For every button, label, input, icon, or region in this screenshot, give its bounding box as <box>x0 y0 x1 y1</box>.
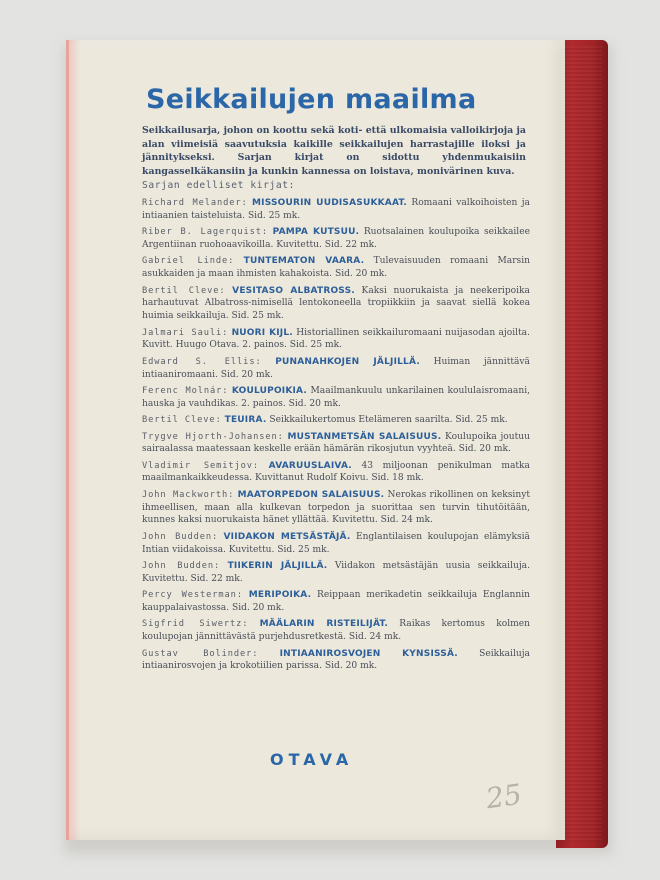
entry-title: MAATORPEDON SALAISUUS. <box>237 489 385 500</box>
entry-description: Raikas kertomus kolmen koulupojan jännittävästä purjehdusretkestä. Sid. 24 mk. <box>142 619 530 643</box>
entry-title: MÄÄLARIN RISTEILIJÄT. <box>259 619 389 630</box>
entry-description: Nerokas rikollinen on keksinyt ihmeellisen, maan alla kulkevan torpedon ja suorittaa sen turvin tihutöitään, kunnes kaksi nuorukaista hänet yllättää. Kuvitettu. Sid. 24 mk. <box>142 489 530 526</box>
entry-title: INTIAANIROSVOJEN KYNSISSÄ. <box>279 648 458 659</box>
series-intro: Seikkailusarja, johon on koottu sekä koti- että ulkomaisia valloikirjoja ja alan viimeisiä saavutuksia kaikille seikkailujen harrastajille iloksi ja jännitykseksi. Sarjan kirjat on sidottu yhdenmukaisiin kangasselkäkansiin ja kunkin kannessa on loistava, monivärinen kuva. <box>142 125 526 177</box>
book-entry <box>142 431 530 457</box>
book-list <box>142 197 530 677</box>
entry-author: Gabriel Linde: <box>142 256 235 267</box>
book-entry <box>142 255 530 281</box>
entry-title: VESITASO ALBATROSS. <box>232 285 355 296</box>
entry-description: Huiman jännittävä intiaaniromaani. Sid. 20 mk. <box>142 356 530 380</box>
entry-description: Englantilaisen koulupojan elämyksiä Intian viidakoissa. Kuvitettu. Sid. 25 mk. <box>142 531 530 555</box>
book-entry <box>142 531 530 557</box>
entry-title: NUORI KIJL. <box>231 327 293 338</box>
entry-author: Riber B. Lagerquist: <box>142 227 268 238</box>
cover-edge-tint <box>66 40 80 840</box>
book-entry <box>142 460 530 486</box>
entry-author: John Budden: <box>142 561 221 572</box>
entry-description: Ruotsalainen koulupoika seikkailee Argentiinan ruohoaavikoilla. Kuvitettu. Sid. 22 mk. <box>142 227 530 250</box>
entry-author: John Budden: <box>142 531 219 542</box>
book-entry <box>142 489 530 527</box>
book-entry <box>142 226 530 252</box>
entry-description: Historiallinen seikkailuromaani nuijasodan ajoilta. Kuvitt. Huugo Otava. 2. painos. Sid. 25 mk. <box>142 327 530 351</box>
entry-author: Ferenc Molnár: <box>142 385 229 396</box>
series-title: Seikkailujen maailma <box>146 84 477 115</box>
entry-author: Bertil Cleve: <box>142 285 226 296</box>
entry-author: Percy Westerman: <box>142 590 243 601</box>
entry-author: Vladimir Semitjov: <box>142 460 260 471</box>
entry-title: TEUIRA. <box>224 415 267 426</box>
entry-description: Viidakon metsästäjän uusia seikkailuja. Kuvitettu. Sid. 22 mk. <box>142 561 530 584</box>
entry-title: AVARUUSLAIVA. <box>268 460 352 471</box>
entry-description: Romaani valkoihoisten ja intiaanien taisteluista. Sid. 25 mk. <box>142 198 530 221</box>
entry-author: Gustav Bolinder: <box>142 648 259 659</box>
entry-description: 43 miljoonan penikulman matka maailmankaikkeudessa. Kuvittanut Rudolf Koivu. Sid. 18 mk. <box>142 460 530 484</box>
list-heading: Sarjan edelliset kirjat: <box>142 180 296 191</box>
entry-title: TIIKERIN JÄLJILLÄ. <box>227 561 328 572</box>
entry-title: TUNTEMATON VAARA. <box>243 256 365 267</box>
book-entry <box>142 385 530 411</box>
entry-description: Reippaan merikadetin seikkailuja Englannin kauppalaivastossa. Sid. 20 mk. <box>142 590 530 614</box>
entry-author: Richard Melander: <box>142 198 248 208</box>
entry-author: Sigfrid Siwertz: <box>142 619 249 630</box>
entry-title: MERIPOIKA. <box>248 590 312 601</box>
entry-title: PUNANAHKOJEN JÄLJILLÄ. <box>275 356 420 367</box>
entry-author: Edward S. Ellis: <box>142 356 262 367</box>
entry-description: Seikkailukertomus Etelämeren saarilta. Sid. 25 mk. <box>269 415 508 426</box>
entry-title: PAMPA KUTSUU. <box>272 227 360 238</box>
book-entry <box>142 648 530 674</box>
entry-description: Maailmankuulu unkarilainen koululaisromaani, hauska ja vauhdikas. 2. painos. Sid. 20 mk. <box>142 385 530 409</box>
entry-description: Tulevaisuuden romaani Marsin asukkaiden ja maan ihmisten kahakoista. Sid. 20 mk. <box>142 256 530 280</box>
book-entry <box>142 618 530 644</box>
entry-title: MUSTANMETSÄN SALAISUUS. <box>287 431 442 442</box>
spine-cloth-texture <box>562 46 602 842</box>
entry-title: VIIDAKON METSÄSTÄJÄ. <box>223 531 351 542</box>
book-entry <box>142 327 530 353</box>
entry-description: Koulupoika joutuu sairaalassa maatessaan keskelle erään hämärän rikosjutun vyyhteä. Sid. 20 mk. <box>142 431 530 455</box>
entry-author: Jalmari Sauli: <box>142 327 229 338</box>
book-entry <box>142 560 530 586</box>
book-entry <box>142 356 530 382</box>
entry-description: Kaksi nuorukaista ja neekeripoika harhautuvat Albatross-nimisellä lentokoneella tropiikkiin ja saavat siellä kokea huimia seikkailuja. Sid. 25 mk. <box>142 285 530 322</box>
entry-author: John Mackworth: <box>142 489 235 500</box>
pencil-price-mark: 25 <box>483 777 524 816</box>
book-entry <box>142 414 530 427</box>
entry-title: KOULUPOIKIA. <box>231 385 308 396</box>
entry-title: MISSOURIN UUDISASUKKAAT. <box>251 198 408 208</box>
entry-description: Seikkailuja intiaanirosvojen ja krokotiilien parissa. Sid. 20 mk. <box>142 648 530 672</box>
publisher-name: OTAVA <box>270 750 354 769</box>
book-entry <box>142 589 530 615</box>
book-entry <box>142 285 530 323</box>
entry-author: Trygve Hjorth-Johansen: <box>142 431 284 442</box>
book-entry <box>142 197 530 223</box>
entry-author: Bertil Cleve: <box>142 415 222 426</box>
